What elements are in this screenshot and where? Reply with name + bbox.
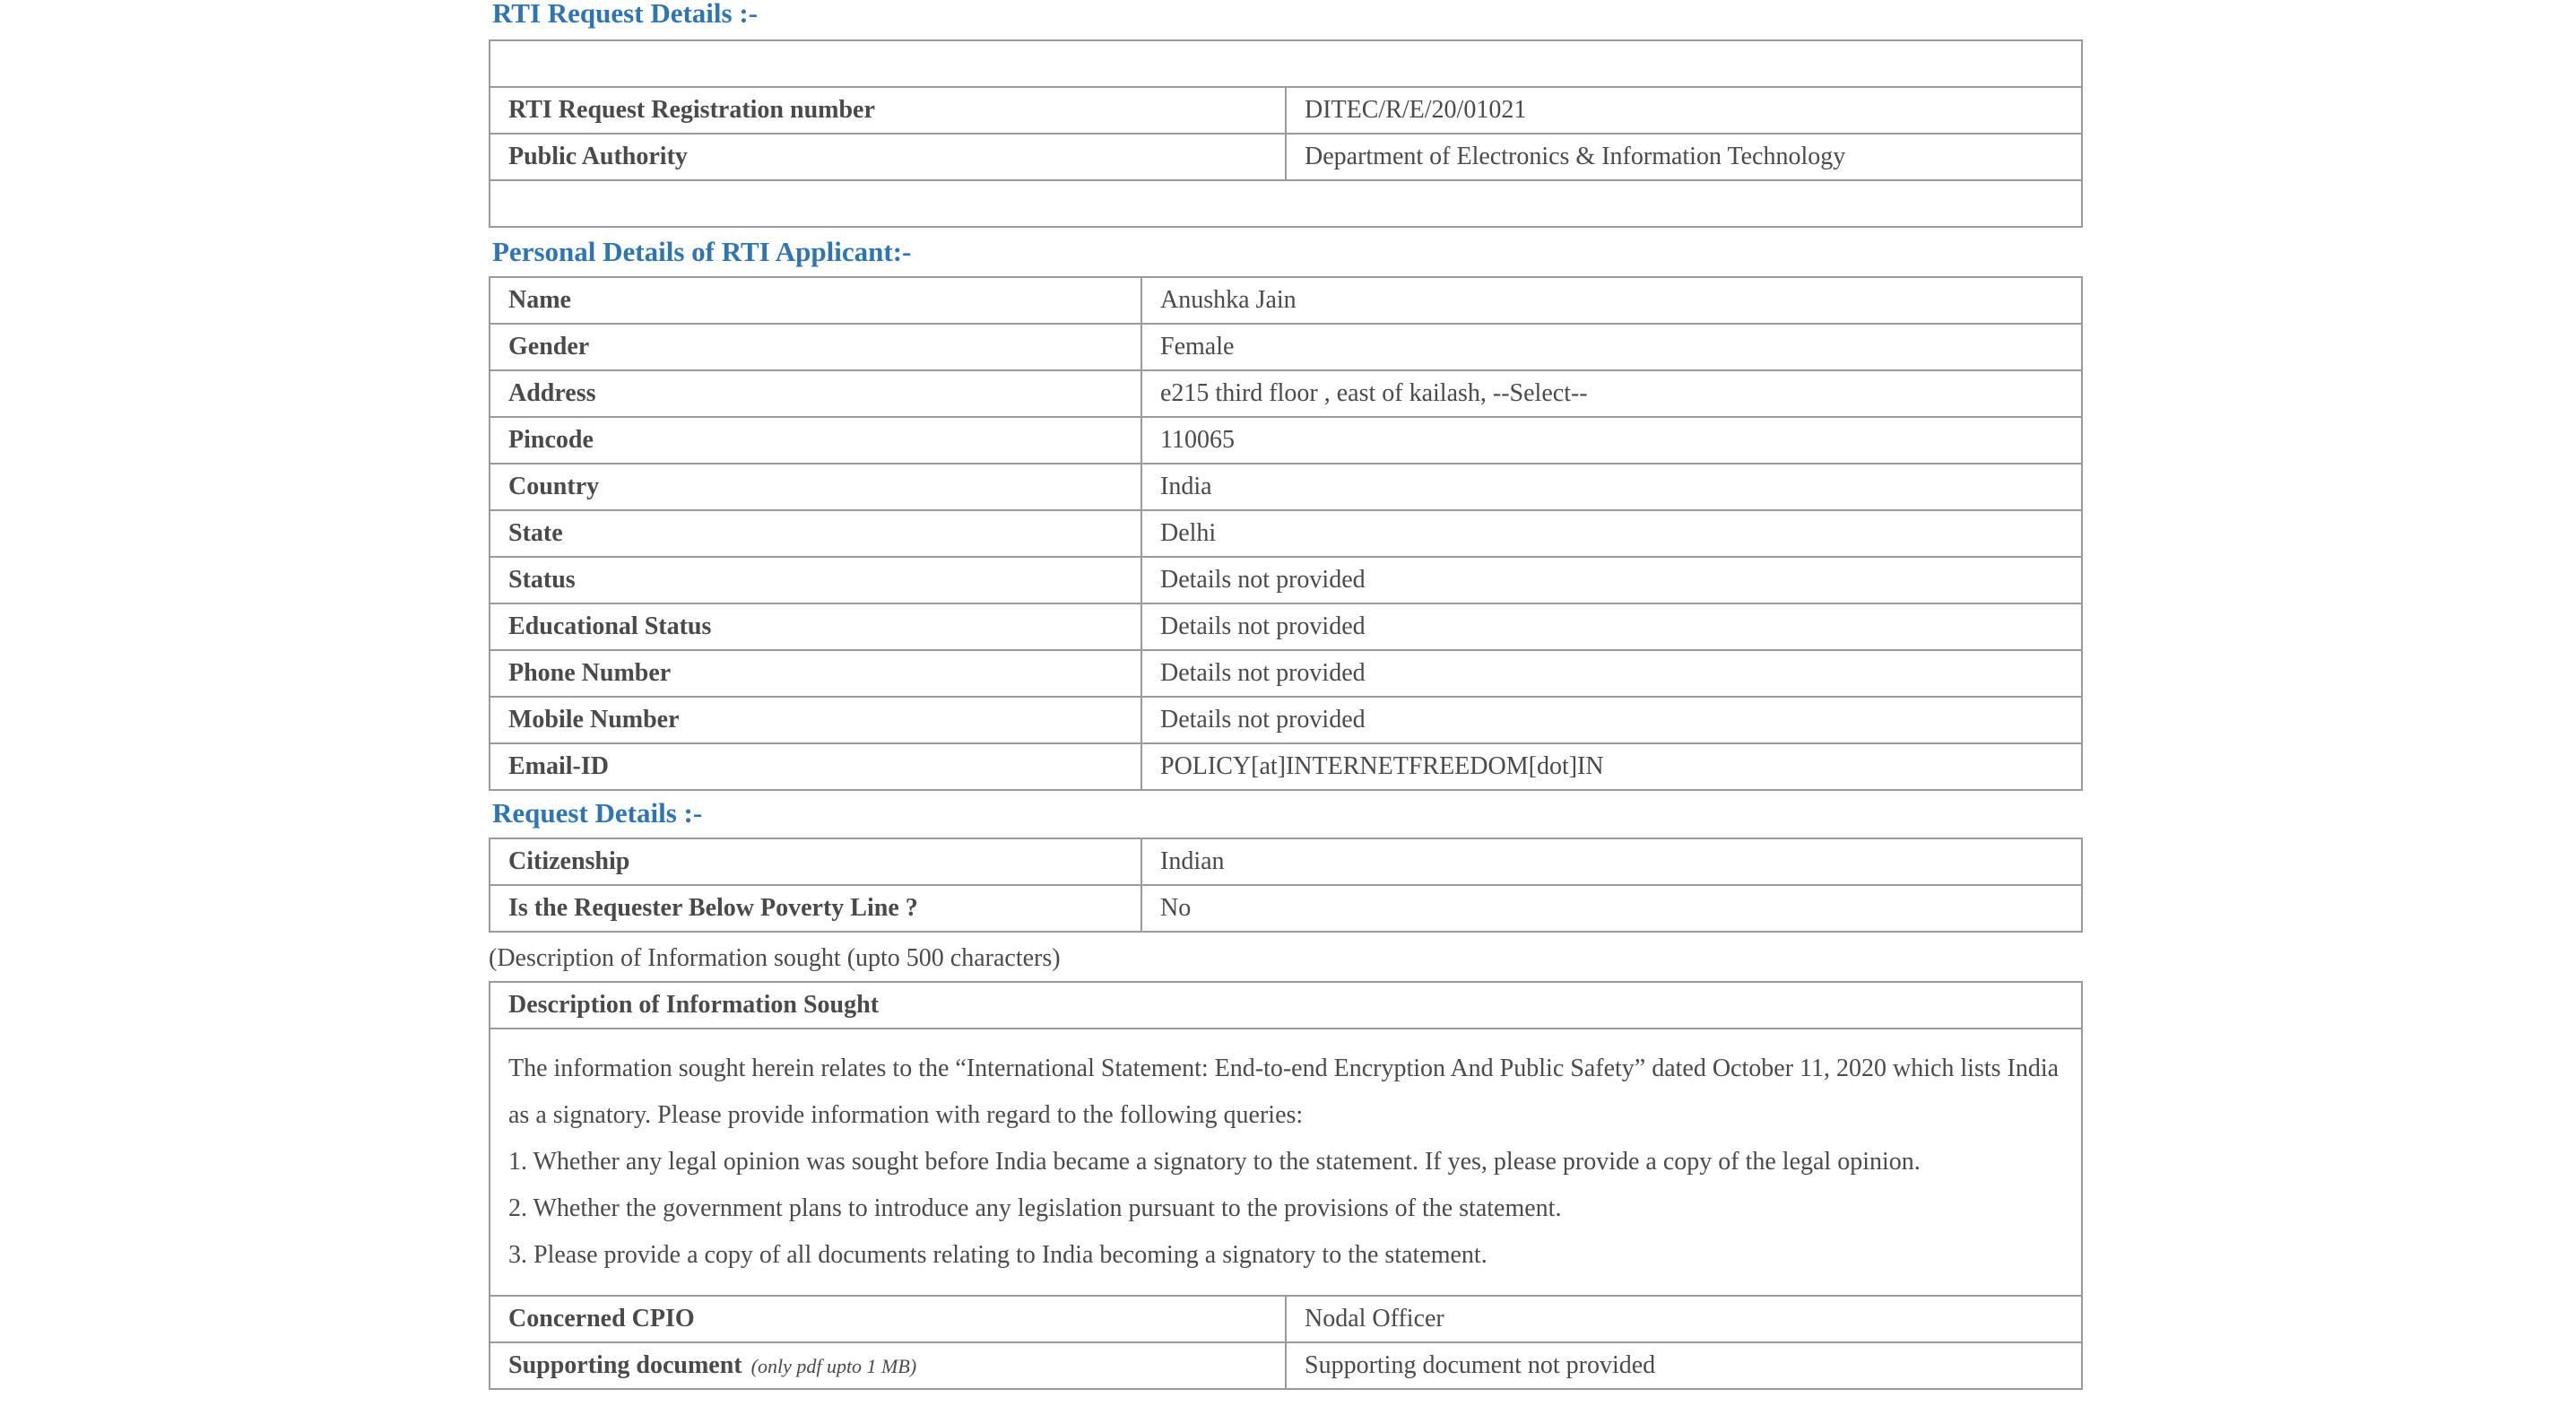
country-label: Country [490, 464, 1141, 510]
supporting-document-hint: (only pdf upto 1 MB) [750, 1354, 917, 1377]
table-row [490, 40, 2082, 87]
table-row [490, 180, 2082, 227]
description-paragraph: 2. Whether the government plans to introduce any legislation pursuant to the provisions of the statement. [508, 1194, 1562, 1222]
table-row [490, 1296, 2082, 1342]
table-row [490, 1342, 2082, 1389]
concerned-cpio-label: Concerned CPIO [490, 1296, 1286, 1342]
status-label: Status [490, 557, 1141, 603]
table-row [490, 838, 2082, 885]
citizenship-value: Indian [1141, 838, 2082, 885]
registration-number-value: DITEC/R/E/20/01021 [1286, 87, 2082, 134]
supporting-document-label [490, 1342, 1286, 1389]
name-label: Name [490, 277, 1141, 324]
phone-number-value: Details not provided [1141, 650, 2082, 697]
address-label: Address [490, 370, 1141, 417]
blank-cell [490, 180, 2082, 227]
description-paragraph: 1. Whether any legal opinion was sought before India became a signatory to the statement. If yes, please provide a copy of the legal opinion. [508, 1148, 1921, 1176]
blank-cell [490, 40, 2082, 87]
state-value: Delhi [1141, 510, 2082, 557]
table-row [490, 743, 2082, 790]
table-row [490, 324, 2082, 370]
table-row [490, 982, 2082, 1029]
mobile-number-value: Details not provided [1141, 697, 2082, 743]
rti-request-table [489, 39, 2083, 228]
state-label: State [490, 510, 1141, 557]
email-id-label: Email-ID [490, 743, 1141, 790]
personal-details-table [489, 276, 2083, 791]
educational-status-value: Details not provided [1141, 603, 2082, 650]
country-value: India [1141, 464, 2082, 510]
personal-details-title: Personal Details of RTI Applicant:- [492, 236, 912, 267]
supporting-document-value: Supporting document not provided [1286, 1342, 2082, 1389]
bpl-label: Is the Requester Below Poverty Line ? [490, 885, 1141, 932]
table-row [490, 277, 2082, 324]
table-row [490, 510, 2082, 557]
table-row [490, 885, 2082, 932]
description-body [490, 1029, 2082, 1296]
table-row [490, 134, 2082, 180]
phone-number-label: Phone Number [490, 650, 1141, 697]
table-row [490, 697, 2082, 743]
mobile-number-label: Mobile Number [490, 697, 1141, 743]
description-paragraph: The information sought herein relates to the “International Statement: End-to-end Encryption And Public Safety” dated October 11, 2020 which lists India as a signatory. Please provide information with regard to the following queries: [508, 1055, 2060, 1129]
description-note: (Description of Information sought (upto 500 characters) [489, 944, 1061, 972]
registration-number-label: RTI Request Registration number [490, 87, 1286, 134]
table-row [490, 464, 2082, 510]
description-header: Description of Information Sought [490, 982, 2082, 1029]
educational-status-label: Educational Status [490, 603, 1141, 650]
pincode-label: Pincode [490, 417, 1141, 464]
email-id-value: POLICY[at]INTERNETFREEDOM[dot]IN [1141, 743, 2082, 790]
public-authority-label: Public Authority [490, 134, 1286, 180]
rti-form-view [489, 0, 2083, 1390]
public-authority-value: Department of Electronics & Information Technology [1286, 134, 2082, 180]
table-row [490, 1029, 2082, 1296]
pincode-value: 110065 [1141, 417, 2082, 464]
request-details-table [489, 838, 2083, 933]
table-row [490, 650, 2082, 697]
address-value: e215 third floor , east of kailash, --Select-- [1141, 370, 2082, 417]
table-row [490, 370, 2082, 417]
table-row [490, 87, 2082, 134]
supporting-document-label-text: Supporting document [508, 1350, 742, 1379]
gender-value: Female [1141, 324, 2082, 370]
request-details-title: Request Details :- [492, 797, 703, 829]
gender-label: Gender [490, 324, 1141, 370]
table-row [490, 603, 2082, 650]
description-paragraph: 3. Please provide a copy of all documents relating to India becoming a signatory to the statement. [508, 1241, 1487, 1269]
bpl-value: No [1141, 885, 2082, 932]
citizenship-label: Citizenship [490, 838, 1141, 885]
table-row [490, 557, 2082, 603]
name-value: Anushka Jain [1141, 277, 2082, 324]
status-value: Details not provided [1141, 557, 2082, 603]
description-table [489, 981, 2083, 1390]
concerned-cpio-value: Nodal Officer [1286, 1296, 2082, 1342]
table-row [490, 417, 2082, 464]
rti-request-details-title: RTI Request Details :- [492, 0, 758, 29]
